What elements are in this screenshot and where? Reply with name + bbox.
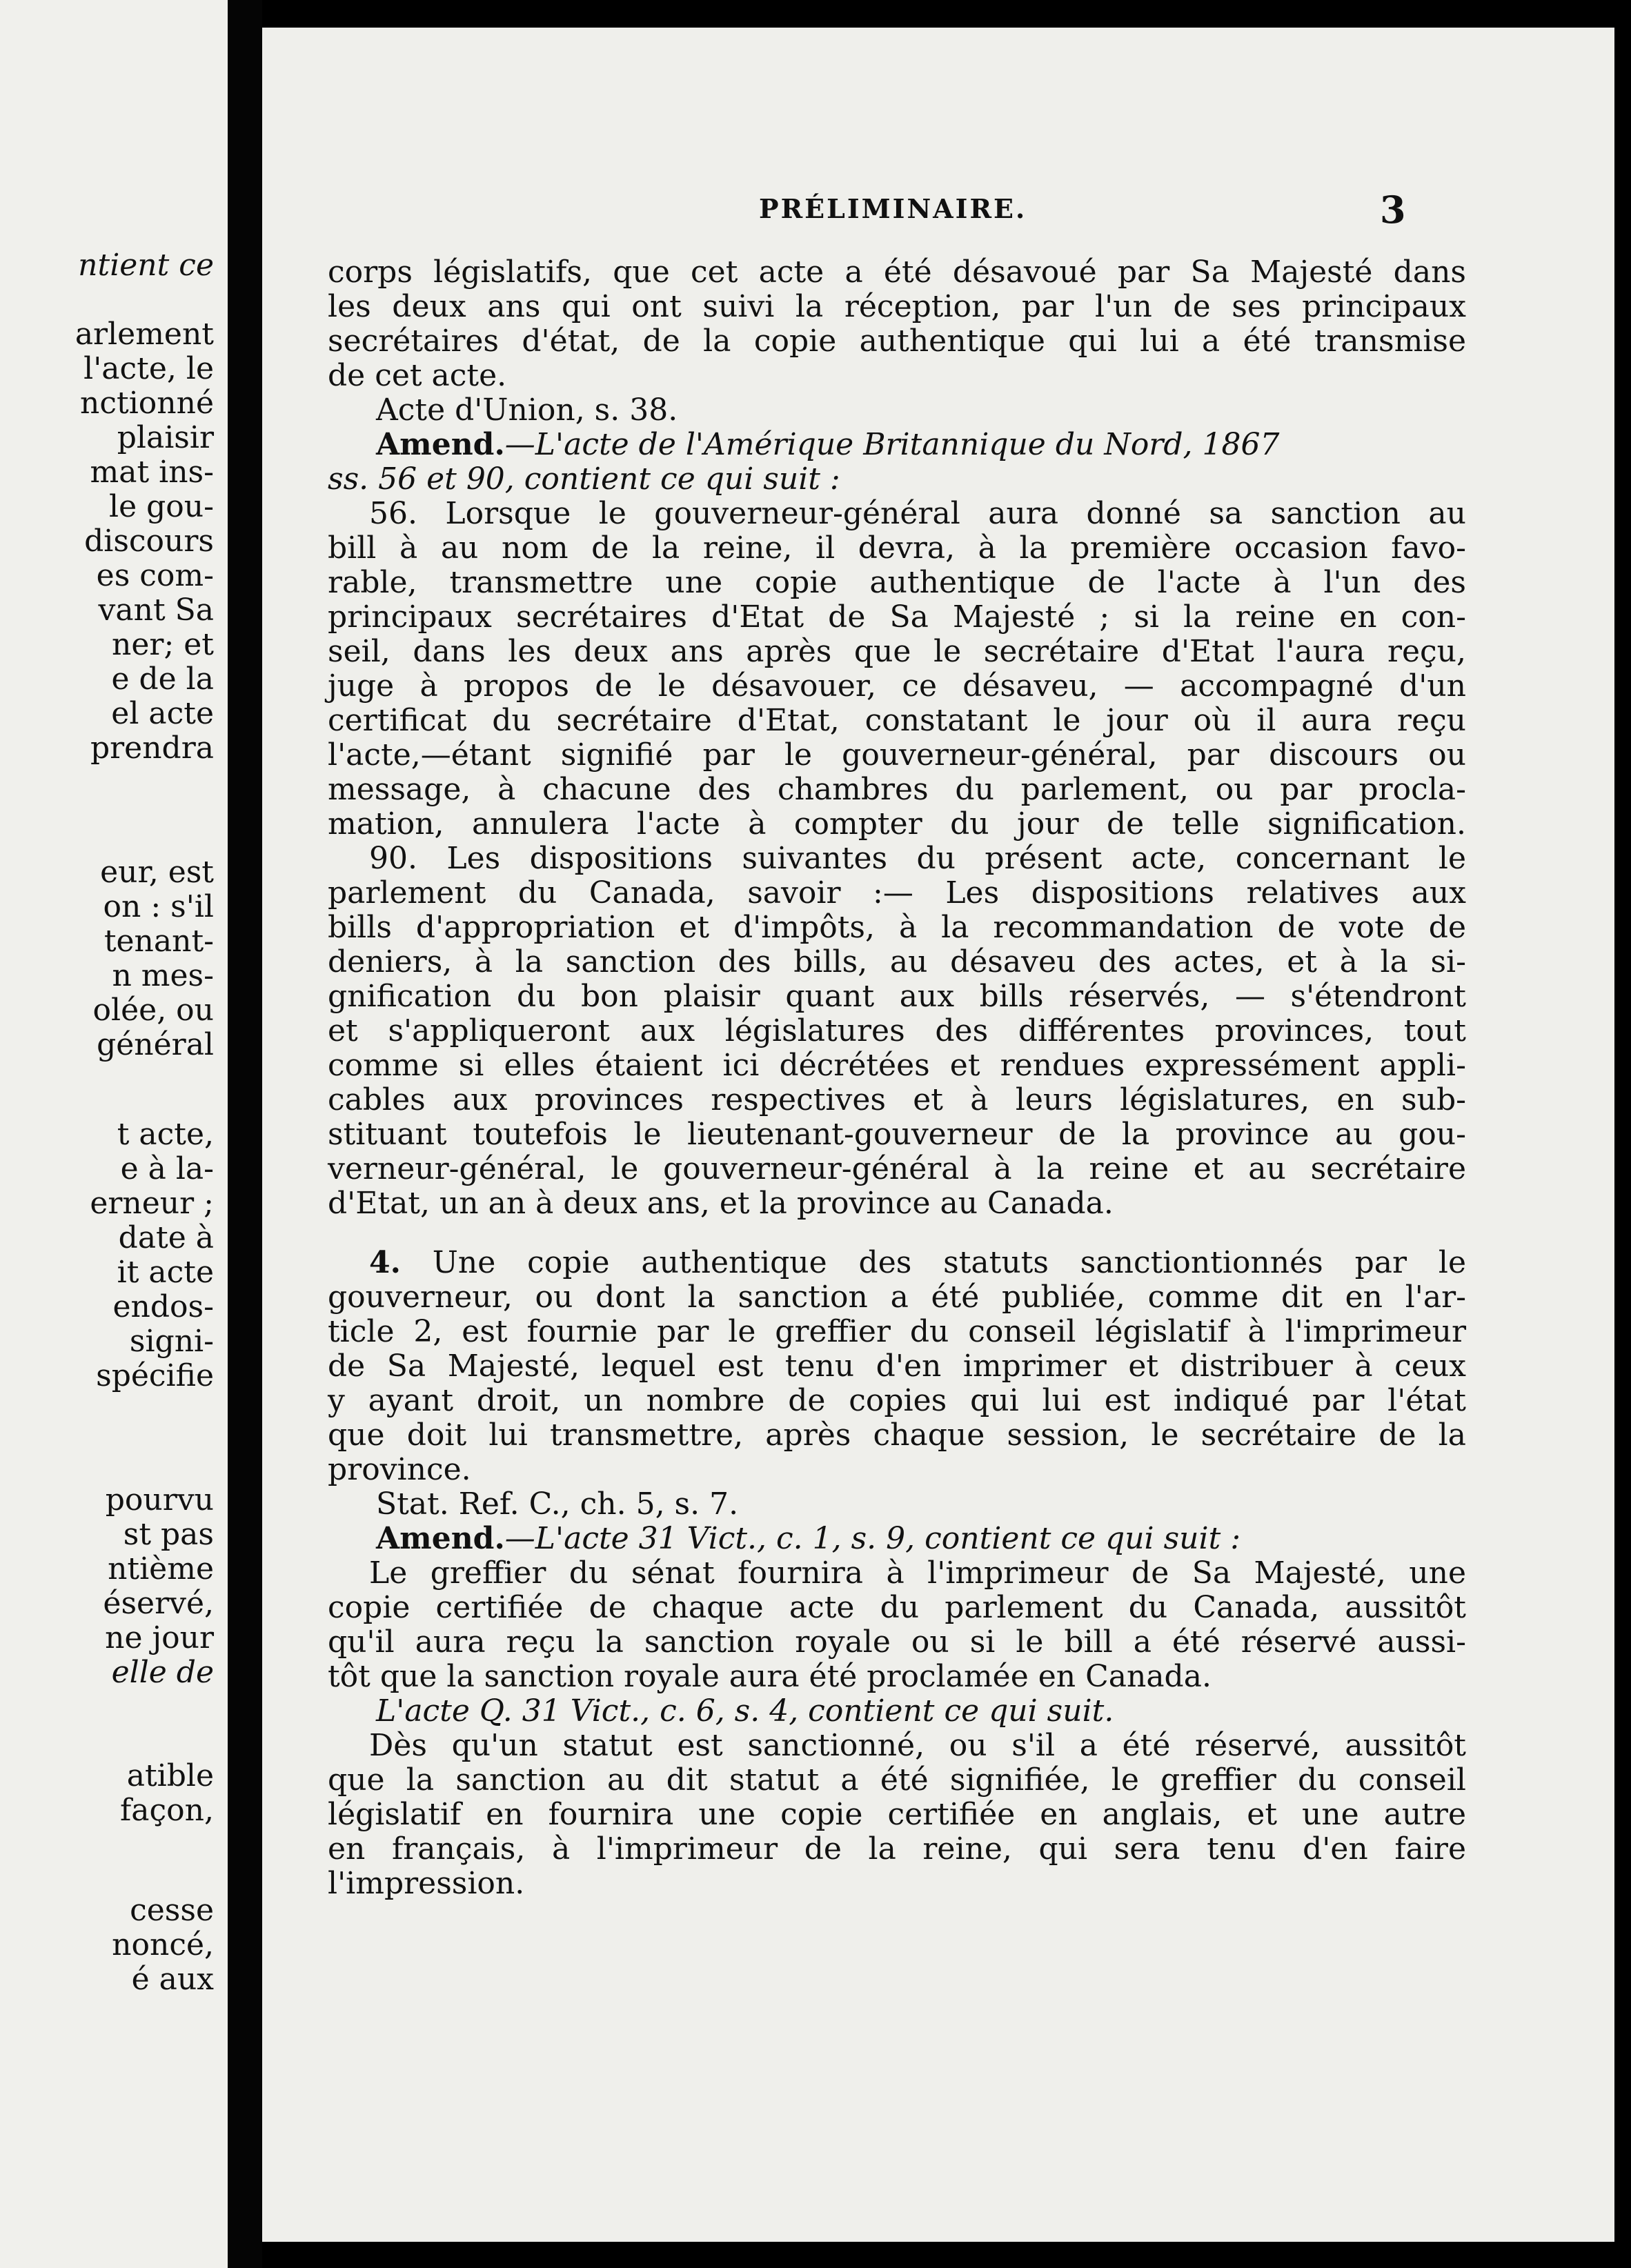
fragment-line: spécifie: [96, 1358, 214, 1393]
amendment-1867: [328, 428, 1466, 497]
fragment-line: atible: [126, 1758, 214, 1793]
fragment-line: façon,: [120, 1793, 214, 1828]
citation-acte-union: Acte d'Union, s. 38.: [376, 392, 678, 428]
article-number: 4.: [369, 1245, 401, 1280]
text-line: comme si elles étaient ici décrétées et rendues expressément appli-: [328, 1048, 1466, 1083]
fragment-line: vant Sa: [98, 593, 214, 628]
text-line: Le greffier du sénat fournira à l'imprimeur de Sa Majesté, une: [369, 1555, 1466, 1591]
text-line: secrétaires d'état, de la copie authentique qui lui a été transmise: [328, 324, 1466, 359]
fragment-line: t acte,: [117, 1117, 214, 1152]
fragment-line: é aux: [131, 1962, 214, 1997]
text-line: message, à chacune des chambres du parlement, ou par procla-: [328, 772, 1466, 807]
text-line: province.: [328, 1452, 471, 1487]
fragment-line: ner; et: [112, 627, 214, 662]
facing-page-fragment: [0, 0, 228, 2268]
text-line: en français, à l'imprimeur de la reine, qui sera tenu d'en faire: [328, 1831, 1466, 1867]
text-line: les deux ans qui ont suivi la réception, par l'un de ses principaux: [328, 289, 1466, 324]
text-line: stituant toutefois le lieutenant-gouverneur de la province au gou-: [328, 1117, 1466, 1152]
fragment-line: el acte: [111, 696, 214, 731]
fragment-line: ntième: [108, 1551, 214, 1586]
paragraph-final: [328, 1729, 1466, 1901]
fragment-line: e à la-: [120, 1151, 214, 1186]
fragment-line: eur, est: [100, 855, 214, 890]
page-number: 3: [1380, 188, 1406, 232]
fragment-line: le gou-: [109, 489, 214, 524]
text-line: qu'il aura reçu la sanction royale ou si le bill a été réservé aussi-: [328, 1624, 1466, 1660]
text-line: y ayant droit, un nombre de copies qui lui est indiqué par l'état: [328, 1383, 1466, 1418]
fragment-line: discours: [84, 524, 214, 559]
citation-stat-ref: Stat. Ref. C., ch. 5, s. 7.: [376, 1486, 739, 1522]
text-line: gnification du bon plaisir quant aux bills réservés, — s'étendront: [328, 979, 1466, 1014]
fragment-line: nctionné: [80, 386, 214, 421]
text-line: que doit lui transmettre, après chaque session, le secrétaire de la: [328, 1418, 1466, 1453]
fragment-line: général: [97, 1027, 214, 1062]
paragraph-intro: [328, 255, 1466, 393]
fragment-line: noncé,: [112, 1927, 214, 1962]
text-line: bill à au nom de la reine, il devra, à la première occasion favo-: [328, 530, 1466, 566]
fragment-line: cesse: [130, 1893, 214, 1928]
text-line: seil, dans les deux ans après que le secrétaire d'Etat l'aura reçu,: [328, 634, 1466, 669]
fragment-line: ne jour: [105, 1620, 214, 1655]
text-line: tôt que la sanction royale aura été proclamée en Canada.: [328, 1659, 1212, 1694]
text-line: juge à propos de le désavouer, ce désaveu, — accompagné d'un: [328, 668, 1466, 704]
text-line: principaux secrétaires d'Etat de Sa Majesté ; si la reine en con-: [328, 599, 1466, 635]
amend-title-cont: ss. 56 et 90, contient ce qui suit :: [328, 461, 840, 497]
text-line: deniers, à la sanction des bills, au désaveu des actes, et à la si-: [328, 944, 1466, 979]
paragraph-greffier: [328, 1556, 1466, 1694]
text-line: cables aux provinces respectives et à leurs législatures, en sub-: [328, 1082, 1466, 1117]
text-line: corps législatifs, que cet acte a été désavoué par Sa Majesté dans: [328, 255, 1466, 290]
amend-label: Amend.: [376, 427, 505, 462]
text-line: de cet acte.: [328, 358, 507, 393]
fragment-line: plaisir: [117, 420, 214, 455]
text-line: et s'appliqueront aux législatures des différentes provinces, tout: [328, 1013, 1466, 1048]
text-line: ticle 2, est fournie par le greffier du conseil législatif à l'imprimeur: [328, 1314, 1466, 1349]
text-line: Une copie authentique des statuts sanctiontionnés par le: [400, 1245, 1466, 1280]
text-line: certificat du secrétaire d'Etat, constatant le jour où il aura reçu: [328, 703, 1466, 738]
fragment-line: signi-: [129, 1324, 214, 1359]
amend-title: —L'acte 31 Vict., c. 1, s. 9, contient ce qui suit :: [504, 1521, 1241, 1556]
text-line: gouverneur, ou dont la sanction a été publiée, comme dit en l'ar-: [328, 1280, 1466, 1315]
fragment-line: it acte: [117, 1255, 214, 1290]
fragment-line: arlement: [75, 317, 214, 352]
fragment-line: e de la: [111, 662, 214, 697]
text-line: législatif en fournira une copie certifiée en anglais, et une autre: [328, 1797, 1466, 1832]
text-line: l'impression.: [328, 1866, 525, 1901]
fragment-line: prendra: [90, 730, 214, 766]
fragment-line: pourvu: [105, 1482, 214, 1518]
text-line: d'Etat, un an à deux ans, et la province au Canada.: [328, 1186, 1114, 1221]
fragment-line: es com-: [96, 558, 214, 593]
fragment-line: endos-: [112, 1289, 214, 1324]
fragment-line: date à: [118, 1220, 214, 1255]
amend-label: Amend.: [376, 1521, 505, 1556]
text-line: l'acte,—étant signifié par le gouverneur-général, par discours ou: [328, 737, 1466, 773]
fragment-line: éservé,: [103, 1586, 214, 1621]
article-4: [328, 1246, 1466, 1487]
book-page: [262, 28, 1614, 2242]
page-body: [328, 255, 1466, 1901]
acte-q-heading: L'acte Q. 31 Vict., c. 6, s. 4, contient ce qui suit.: [376, 1693, 1114, 1729]
book-gutter: [228, 0, 262, 2268]
fragment-line: st pas: [123, 1517, 214, 1552]
fragment-line: elle de: [111, 1655, 214, 1690]
text-line: copie certifiée de chaque acte du parlement du Canada, aussitôt: [328, 1590, 1466, 1625]
text-line: rable, transmettre une copie authentique de l'acte à l'un des: [328, 565, 1466, 600]
fragment-line: tenant-: [103, 924, 214, 959]
section-56: [328, 497, 1466, 842]
text-line: 90. Les dispositions suivantes du présent acte, concernant le: [369, 841, 1466, 876]
fragment-line: mat ins-: [90, 455, 214, 490]
fragment-line: on : s'il: [103, 889, 214, 924]
fragment-line: erneur ;: [90, 1186, 214, 1221]
text-line: parlement du Canada, savoir :— Les dispositions relatives aux: [328, 875, 1466, 911]
text-line: que la sanction au dit statut a été signifiée, le greffier du conseil: [328, 1762, 1466, 1798]
text-line: 56. Lorsque le gouverneur-général aura donné sa sanction au: [369, 496, 1466, 531]
page-header: [262, 188, 1614, 248]
section-90: [328, 842, 1466, 1221]
amend-title: —L'acte de l'Amérique Britannique du Nord, 1867: [504, 427, 1280, 462]
text-line: verneur-général, le gouverneur-général à la reine et au secrétaire: [328, 1151, 1466, 1186]
fragment-line: ntient ce: [78, 248, 214, 283]
text-line: de Sa Majesté, lequel est tenu d'en imprimer et distribuer à ceux: [328, 1349, 1466, 1384]
fragment-line: l'acte, le: [83, 351, 214, 386]
text-line: bills d'appropriation et d'impôts, à la recommandation de vote de: [328, 910, 1466, 945]
running-head: PRÉLIMINAIRE.: [759, 193, 1027, 224]
fragment-line: olée, ou: [92, 993, 214, 1028]
text-line: mation, annulera l'acte à compter du jour de telle signification.: [328, 806, 1466, 842]
text-line: Dès qu'un statut est sanctionné, ou s'il a été réservé, aussitôt: [369, 1728, 1466, 1763]
fragment-line: n mes-: [112, 958, 214, 993]
amendment-31-vict: [328, 1522, 1466, 1556]
